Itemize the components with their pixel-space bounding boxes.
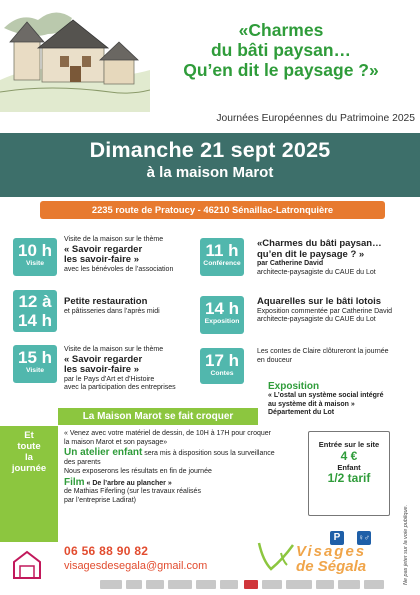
badge-tag: Contes (210, 370, 234, 377)
brand-line-1: Visages (296, 543, 367, 560)
event-15h-description (64, 346, 199, 393)
brand-wordmark (296, 544, 366, 574)
event-theme: « Savoir regarder (64, 353, 143, 365)
title-line-1: «Charmes (238, 20, 324, 40)
child-price: 1/2 tarif (327, 471, 371, 485)
event-theme: qu’en dit le paysage ? » (257, 248, 365, 260)
croquer-line: sera mis à disposition sous la surveillance (142, 450, 275, 458)
event-17h-description (257, 348, 417, 365)
price-label: Entrée sur le site (318, 440, 380, 449)
event-theme: «Charmes du bâti paysan… (257, 238, 382, 249)
all-day-word: la (25, 452, 33, 463)
event-line: en douceur (257, 356, 293, 364)
croquer-line: de Mathias Fiferling (sur les travaux réalisés (64, 488, 201, 496)
badge-time: 11 h (205, 241, 239, 260)
badge-time: 15 h (17, 348, 53, 367)
event-line: Exposition commentée par Catherine David (257, 307, 393, 315)
toilets-icon: ♀♂ (357, 531, 371, 545)
croquer-line: par l’entreprise Ladirat) (64, 496, 136, 504)
event-theme: les savoir-faire » (64, 364, 139, 376)
croquer-line: Nous exposerons les résultats en fin de journée (64, 467, 212, 475)
date-banner (0, 133, 420, 197)
time-badge-14h (200, 296, 244, 334)
house-sketch-illustration (0, 0, 150, 112)
badge-tag: Conférence (203, 260, 241, 267)
croquer-line: la maison Marot et son paysage» (64, 438, 168, 446)
price-box (308, 431, 390, 516)
croquer-line: des parents (64, 459, 101, 467)
event-line: Les contes de Claire clôtureront la journée (257, 348, 389, 355)
event-12h-description (64, 297, 199, 316)
badge-tag: Visite (25, 260, 44, 267)
exhibition-line: « L’ostal un système social intégré (268, 392, 384, 399)
contact-email[interactable]: visagesdesegala@gmail.com (64, 560, 208, 572)
event-line: architecte-paysagiste du CAUE du Lot (257, 316, 376, 324)
sponsor-logo (100, 580, 122, 589)
exhibition-line: Département du Lot (268, 409, 335, 416)
title-line-3: Qu’en dit le paysage ?» (183, 60, 379, 80)
exhibition-block (268, 381, 416, 418)
all-day-word: Et (24, 430, 34, 441)
all-day-word: toute (17, 441, 41, 452)
sponsor-logo (338, 580, 360, 589)
title-line-2: du bâti paysan… (210, 40, 352, 60)
address-bar: 2235 route de Pratoucy - 46210 Sénaillac-Latronquière (40, 201, 385, 219)
poster-title (150, 20, 412, 80)
sponsor-logo (244, 580, 258, 589)
contact-phone: 06 56 88 90 82 (64, 544, 149, 558)
event-line: et pâtisseries dans l’après midi (64, 307, 160, 315)
exhibition-line: au système dit à maison » (268, 400, 355, 408)
event-speaker: par Catherine David (257, 260, 324, 267)
event-subtitle: Journées Européennes du Patrimoine 2025 (216, 113, 415, 124)
sponsor-logo (146, 580, 164, 589)
croquer-line: « Venez avec votre matériel de dessin, de 10H à 17H pour croquer (64, 430, 272, 437)
side-disclaimer: Ne pas jeter sur la voie publique. (403, 504, 409, 585)
time-badge-10h (13, 238, 57, 276)
association-logo-icon (10, 548, 44, 582)
exhibition-heading: Exposition (268, 381, 320, 392)
child-label: Enfant (337, 463, 361, 472)
event-theme: les savoir-faire » (64, 254, 139, 266)
time-badge-15h (13, 345, 57, 383)
event-theme: Aquarelles sur le bâti lotois (257, 296, 382, 307)
sponsor-logo (220, 580, 238, 589)
event-line: Visite de la maison sur le thème (64, 236, 164, 243)
sponsor-logo (262, 580, 282, 589)
price-value: 4 € (340, 449, 358, 463)
event-line: avec la participation des entreprises (64, 384, 176, 392)
badge-tag: Exposition (204, 318, 240, 325)
kids-workshop-label: Un atelier enfant (64, 447, 143, 459)
event-date: Dimanche 21 sept 2025 (89, 138, 331, 162)
badge-time: 10 h (17, 241, 53, 260)
time-badge-12-14h (13, 290, 57, 332)
film-label: Film (64, 476, 85, 488)
badge-tag: Visite (25, 367, 44, 374)
event-theme: Petite restauration (64, 296, 148, 307)
badge-time: 17 h (204, 351, 240, 370)
event-line: Visite de la maison sur le thème (64, 346, 164, 353)
sponsor-logo (316, 580, 334, 589)
brand-line-2: de Ségala (296, 558, 367, 575)
badge-time-start: 12 à (18, 292, 52, 311)
event-theme: « Savoir regarder (64, 243, 143, 255)
badge-time: 14 h (204, 299, 240, 318)
sponsor-logo (196, 580, 216, 589)
film-title: « De l’arbre au plancher » (84, 479, 172, 487)
all-day-label (0, 426, 58, 542)
time-badge-17h (200, 348, 244, 384)
badge-time-end: 14 h (17, 311, 53, 330)
sponsor-logo (286, 580, 312, 589)
sponsor-logo (168, 580, 192, 589)
event-11h-description (257, 239, 417, 277)
sponsor-logo (364, 580, 384, 589)
parking-icon: P (330, 531, 344, 545)
event-place: à la maison Marot (146, 164, 274, 181)
event-14h-description (257, 297, 417, 325)
croquer-heading: La Maison Marot se fait croquer (58, 408, 258, 425)
time-badge-11h (200, 238, 244, 276)
event-line: architecte-paysagiste du CAUE du Lot (257, 268, 376, 276)
sponsor-logo (126, 580, 142, 589)
croquer-description (64, 430, 309, 506)
event-line: par le Pays d’Art et d’Histoire (64, 375, 155, 383)
event-line: avec les bénévoles de l’association (64, 265, 174, 273)
event-10h-description (64, 236, 202, 274)
all-day-word: journée (11, 463, 47, 474)
